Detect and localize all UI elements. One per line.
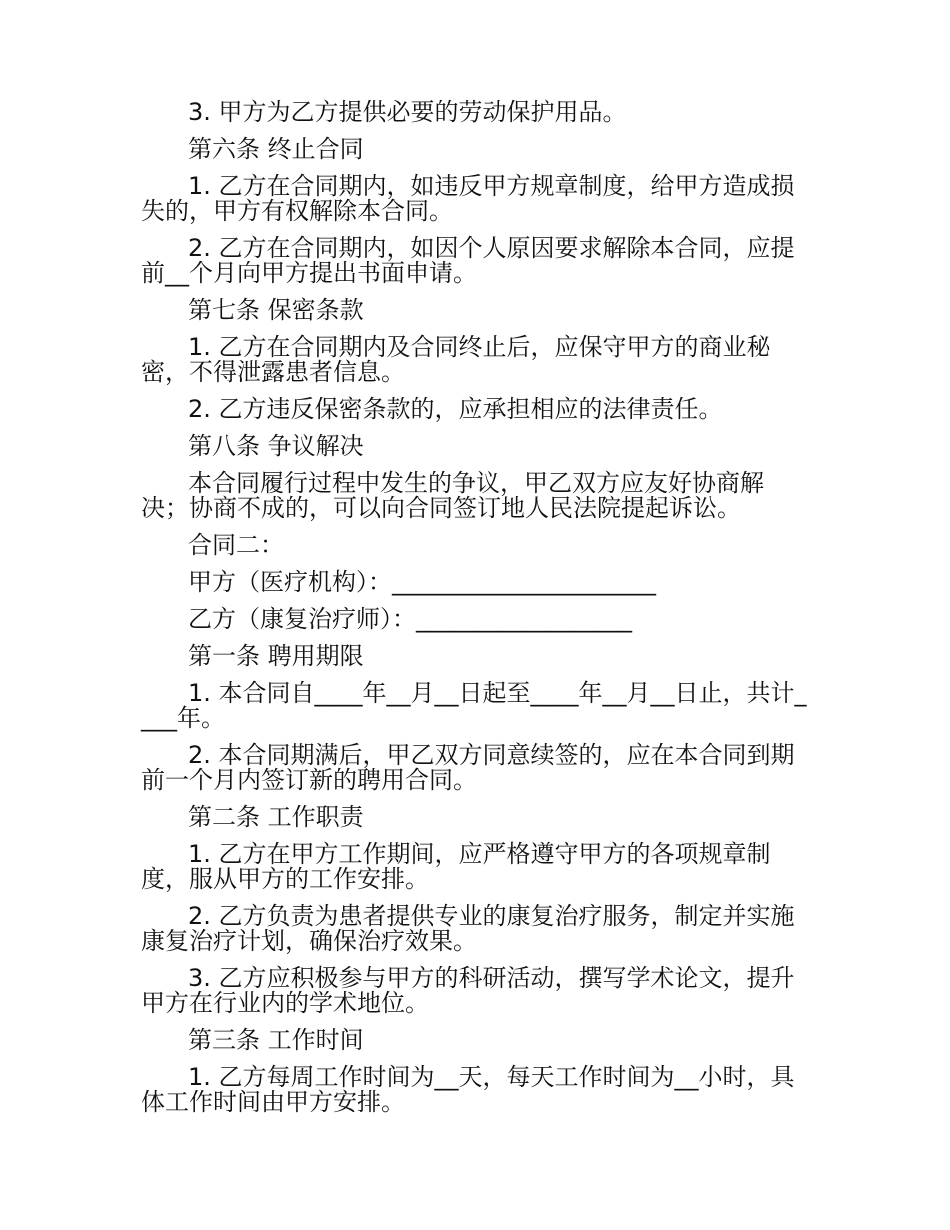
section-heading: 第七条 保密条款 [188,296,364,324]
document-body [141,100,811,1127]
clause-item: 1. 乙方在合同期内，如违反甲方规章制度，给甲方造成损失的，甲方有权解除本合同。 [141,172,795,225]
clause-item: 3. 甲方为乙方提供必要的劳动保护用品。 [188,98,627,126]
contract-title: 合同二： [188,531,284,559]
party-b-line: 乙方（康复治疗师）：__________________ [188,605,632,633]
section-heading: 第二条 工作职责 [188,803,364,831]
clause-item: 1. 乙方每周工作时间为__天，每天工作时间为__小时，具体工作时间由甲方安排。 [141,1063,795,1116]
clause-item: 1. 本合同自____年__月__日起至____年__月__日止，共计____年。 [141,679,807,732]
section-heading: 第一条 聘用期限 [188,642,364,670]
clause-item: 本合同履行过程中发生的争议，甲乙双方应友好协商解决；协商不成的，可以向合同签订地人民法院提起诉讼。 [141,469,764,522]
clause-item: 2. 乙方违反保密条款的，应承担相应的法律责任。 [188,395,723,423]
clause-item: 2. 乙方在合同期内，如因个人原因要求解除本合同，应提前__个月向甲方提出书面申请。 [141,234,795,287]
section-heading: 第三条 工作时间 [188,1026,364,1054]
party-a-line: 甲方（医疗机构）：______________________ [188,568,656,596]
clause-item: 1. 乙方在甲方工作期间，应严格遵守甲方的各项规章制度，服从甲方的工作安排。 [141,840,771,893]
section-heading: 第六条 终止合同 [188,135,364,163]
clause-item: 3. 乙方应积极参与甲方的科研活动，撰写学术论文，提升甲方在行业内的学术地位。 [141,964,795,1017]
section-heading: 第八条 争议解决 [188,432,364,460]
clause-item: 1. 乙方在合同期内及合同终止后，应保守甲方的商业秘密，不得泄露患者信息。 [141,333,771,386]
clause-item: 2. 乙方负责为患者提供专业的康复治疗服务，制定并实施康复治疗计划，确保治疗效果。 [141,902,795,955]
clause-item: 2. 本合同期满后，甲乙双方同意续签的，应在本合同到期前一个月内签订新的聘用合同。 [141,741,795,794]
